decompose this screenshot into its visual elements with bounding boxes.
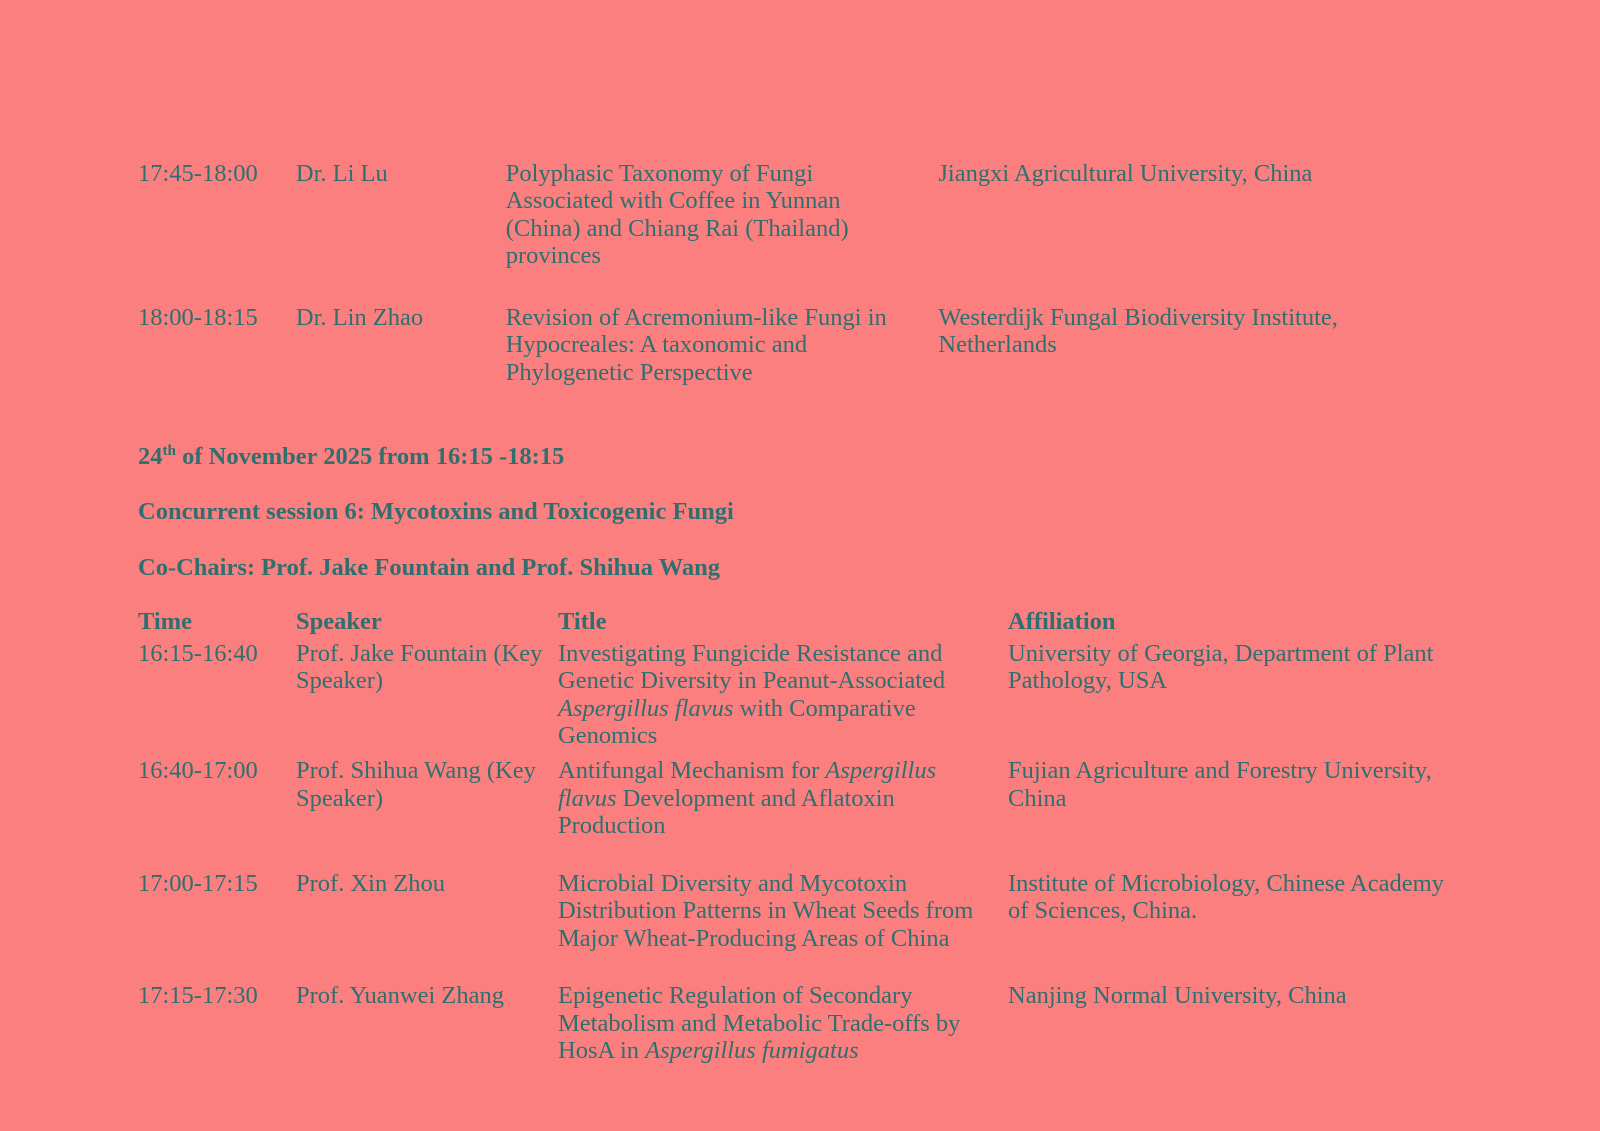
row-title-species: Aspergillus flavus	[558, 757, 937, 812]
row-time: 17:00-17:15	[138, 869, 258, 897]
row-time: 17:45-18:00	[138, 160, 258, 187]
column-header-time: Time	[138, 607, 192, 635]
row-affiliation: University of Georgia, Department of Plant Pathology, USA	[1008, 639, 1434, 695]
row-title-pre: Investigating Fungicide Resistance and Genetic Diversity in Peanut-Associated	[558, 639, 946, 695]
table-row	[138, 304, 1438, 420]
column-header-title: Title	[558, 607, 607, 635]
session-date-rest: of November 2025 from 16:15 -18:15	[176, 443, 565, 471]
row-title	[558, 640, 1008, 758]
row-speaker: Dr. Li Lu	[295, 160, 388, 187]
row-title-post: with Comparative Genomics	[558, 694, 916, 750]
row-affiliation: Institute of Microbiology, Chinese Academy of Sciences, China.	[1008, 869, 1444, 925]
row-title	[558, 870, 1008, 982]
session-chairs: Co-Chairs: Prof. Jake Fountain and Prof. Shihua Wang	[138, 553, 720, 581]
row-speaker: Dr. Lin Zhao	[295, 303, 424, 331]
row-affiliation: Jiangxi Agricultural University, China	[938, 160, 1313, 187]
row-title-species: Aspergillus fumigatus	[645, 1036, 859, 1064]
row-time: 16:40-17:00	[138, 757, 258, 785]
column-header-affiliation: Affiliation	[1008, 607, 1116, 635]
row-title-pre: Microbial Diversity and Mycotoxin Distribution Patterns in Wheat Seeds from Major Wheat-Producing Areas of China	[558, 869, 974, 952]
row-title-post: Development and Aflatoxin Production	[558, 784, 895, 840]
row-speaker: Prof. Shihua Wang (Key Speaker)	[296, 757, 536, 812]
table-row	[138, 982, 1458, 1072]
table-header-row	[138, 608, 1458, 640]
session-heading-block	[138, 442, 1460, 582]
row-affiliation: Westerdijk Fungal Biodiversity Institute, Netherlands	[938, 303, 1338, 359]
table-row	[138, 160, 1438, 304]
row-title-pre: Epigenetic Regulation of Secondary Metabolism and Metabolic Trade-offs by HosA in	[558, 982, 961, 1064]
row-title-pre: Antifungal Mechanism for	[558, 757, 826, 785]
row-speaker: Prof. Xin Zhou	[296, 869, 446, 897]
table-row	[138, 640, 1458, 758]
row-title: Revision of Acremonium-like Fungi in Hypocreales: A taxonomic and Phylogenetic Perspective	[505, 303, 887, 386]
table-row	[138, 757, 1458, 869]
session-date-day: 24	[138, 443, 163, 471]
table-row	[138, 870, 1458, 982]
row-time: 16:15-16:40	[138, 639, 258, 667]
column-header-speaker: Speaker	[296, 607, 382, 635]
row-title-species: Aspergillus flavus	[558, 694, 734, 722]
row-title: Polyphasic Taxonomy of Fungi Associated with Coffee in Yunnan (China) and Chiang Rai (Thailand) provinces	[505, 160, 849, 270]
row-speaker: Prof. Yuanwei Zhang	[296, 982, 504, 1010]
row-speaker: Prof. Jake Fountain (Key Speaker)	[296, 639, 543, 695]
session-date	[138, 442, 1460, 471]
session-date-ordinal: th	[162, 442, 177, 460]
session-title: Concurrent session 6: Mycotoxins and Toxicogenic Fungi	[138, 498, 734, 526]
row-time: 17:15-17:30	[138, 982, 258, 1010]
row-affiliation: Nanjing Normal University, China	[1008, 982, 1347, 1010]
session-schedule-table	[138, 608, 1458, 1073]
row-affiliation: Fujian Agriculture and Forestry University, China	[1008, 757, 1432, 812]
row-title	[558, 757, 1008, 869]
row-time: 18:00-18:15	[138, 303, 258, 331]
row-title	[558, 982, 1008, 1072]
continuation-schedule-table	[138, 160, 1438, 420]
